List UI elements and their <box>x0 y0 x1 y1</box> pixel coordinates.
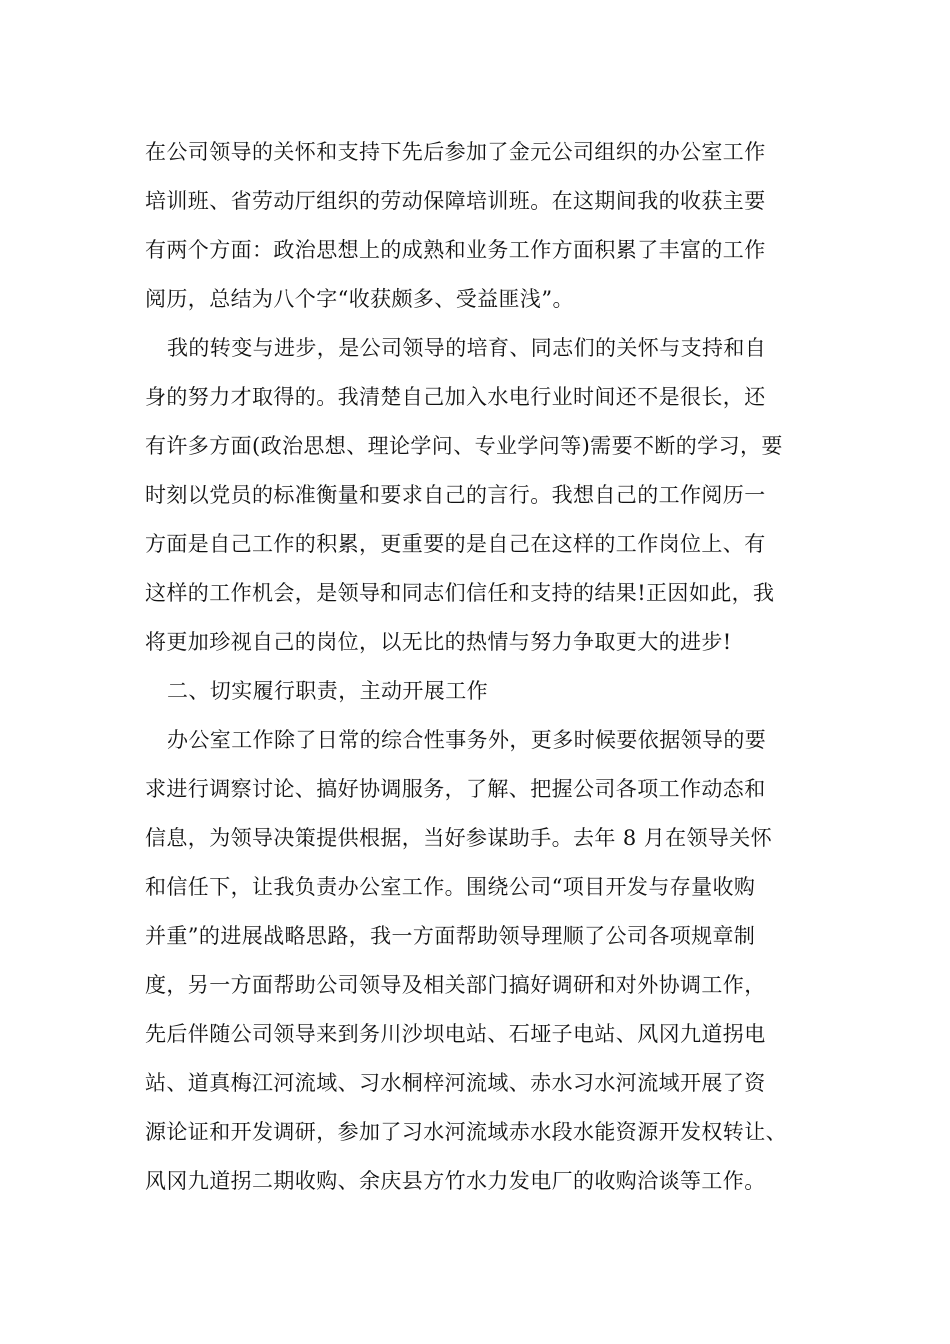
text-line-21: 源论证和开发调研，参加了习水河流域赤水段水能资源开发权转让、 <box>145 1120 787 1144</box>
text-line-22: 风冈九道拐二期收购、余庆县方竹水力发电厂的收购洽谈等工作。 <box>145 1169 766 1193</box>
text-line-2: 培训班、省劳动厅组织的劳动保障培训班。在这期间我的收获主要 <box>145 189 766 213</box>
text-line-3: 有两个方面：政治思想上的成熟和业务工作方面积累了丰富的工作 <box>145 238 766 262</box>
section-heading: 二、切实履行职责，主动开展工作 <box>167 679 488 703</box>
text-line-9: 方面是自己工作的积累，更重要的是自己在这样的工作岗位上、有 <box>145 532 766 556</box>
text-line-8: 时刻以党员的标准衡量和要求自己的言行。我想自己的工作阅历一 <box>145 483 766 507</box>
text-line-19: 先后伴随公司领导来到务川沙坝电站、石垭子电站、风冈九道拐电 <box>145 1022 766 1046</box>
text-line-14: 求进行调察讨论、搞好协调服务，了解、把握公司各项工作动态和 <box>145 777 766 801</box>
text-line-16: 和信任下，让我负责办公室工作。围绕公司“项目开发与存量收购 <box>145 875 756 899</box>
text-line-20: 站、道真梅江河流域、习水桐梓河流域、赤水习水河流域开展了资 <box>145 1071 766 1095</box>
text-line-18: 度，另一方面帮助公司领导及相关部门搞好调研和对外协调工作， <box>145 973 766 997</box>
text-line-4: 阅历，总结为八个字“收获颇多、受益匪浅”。 <box>145 287 574 311</box>
paragraph-start-line: 办公室工作除了日常的综合性事务外，更多时候要依据领导的要 <box>167 728 767 752</box>
paragraph-start-line: 我的转变与进步，是公司领导的培育、同志们的关怀与支持和自 <box>167 336 767 360</box>
text-line-15: 信息，为领导决策提供根据，当好参谋助手。去年 8 月在领导关怀 <box>145 826 773 850</box>
text-line-1: 在公司领导的关怀和支持下先后参加了金元公司组织的办公室工作 <box>145 140 766 164</box>
text-line-17: 并重”的进展战略思路，我一方面帮助领导理顺了公司各项规章制 <box>145 924 756 948</box>
text-line-7: 有许多方面(政治思想、理论学问、专业学问等)需要不断的学习，要 <box>145 434 783 458</box>
text-line-10: 这样的工作机会，是领导和同志们信任和支持的结果!正因如此，我 <box>145 581 775 605</box>
text-line-11: 将更加珍视自己的岗位，以无比的热情与努力争取更大的进步! <box>145 630 732 654</box>
text-line-6: 身的努力才取得的。我清楚自己加入水电行业时间还不是很长，还 <box>145 385 766 409</box>
